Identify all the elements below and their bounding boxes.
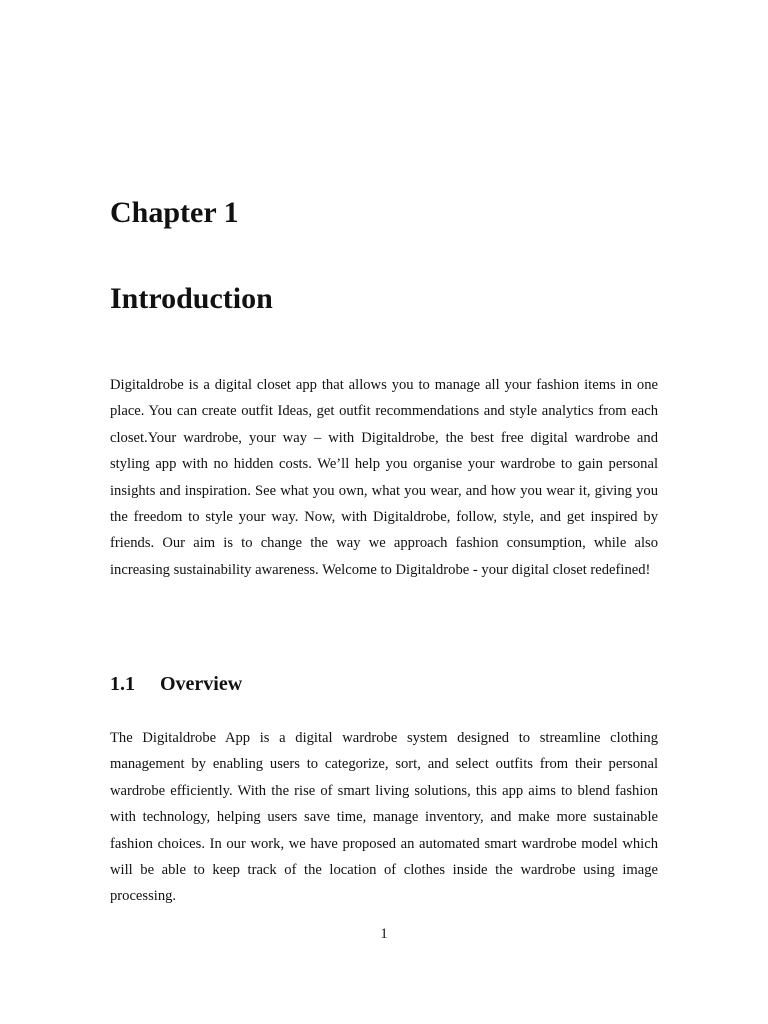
- section-title: Overview: [160, 673, 243, 695]
- intro-paragraph: Digitaldrobe is a digital closet app that allows you to manage all your fashion items in one place. You can create outfit Ideas, get outfit recommendations and style analytics from each closet.Your wardrobe, your way – with Digitaldrobe, the best free digital wardrobe and styling app with no hidden costs. We’ll help you organise your wardrobe to gain personal insights and inspiration. See what you own, what you wear, and how you wear it, giving you the freedom to style your way. Now, with Digitaldrobe, follow, style, and get inspired by friends. Our aim is to change the way we approach fashion consumption, while also increasing sustainability awareness. Welcome to Digitaldrobe - your digital closet redefined!: [110, 377, 658, 578]
- page-number: 1: [380, 926, 388, 942]
- section-heading: [110, 670, 242, 698]
- chapter-label: Chapter 1: [110, 196, 239, 229]
- overview-paragraph: The Digitaldrobe App is a digital wardrobe system designed to streamline clothing management by enabling users to categorize, sort, and select outfits from their personal wardrobe efficiently. With the rise of smart living solutions, this app aims to blend fashion with technology, helping users save time, manage inventory, and make more sustainable fashion choices. In our work, we have proposed an automated smart wardrobe model which will be able to keep track of the location of clothes inside the wardrobe using image processing.: [110, 730, 658, 905]
- section-number: 1.1: [110, 673, 135, 695]
- chapter-title: Introduction: [110, 282, 273, 315]
